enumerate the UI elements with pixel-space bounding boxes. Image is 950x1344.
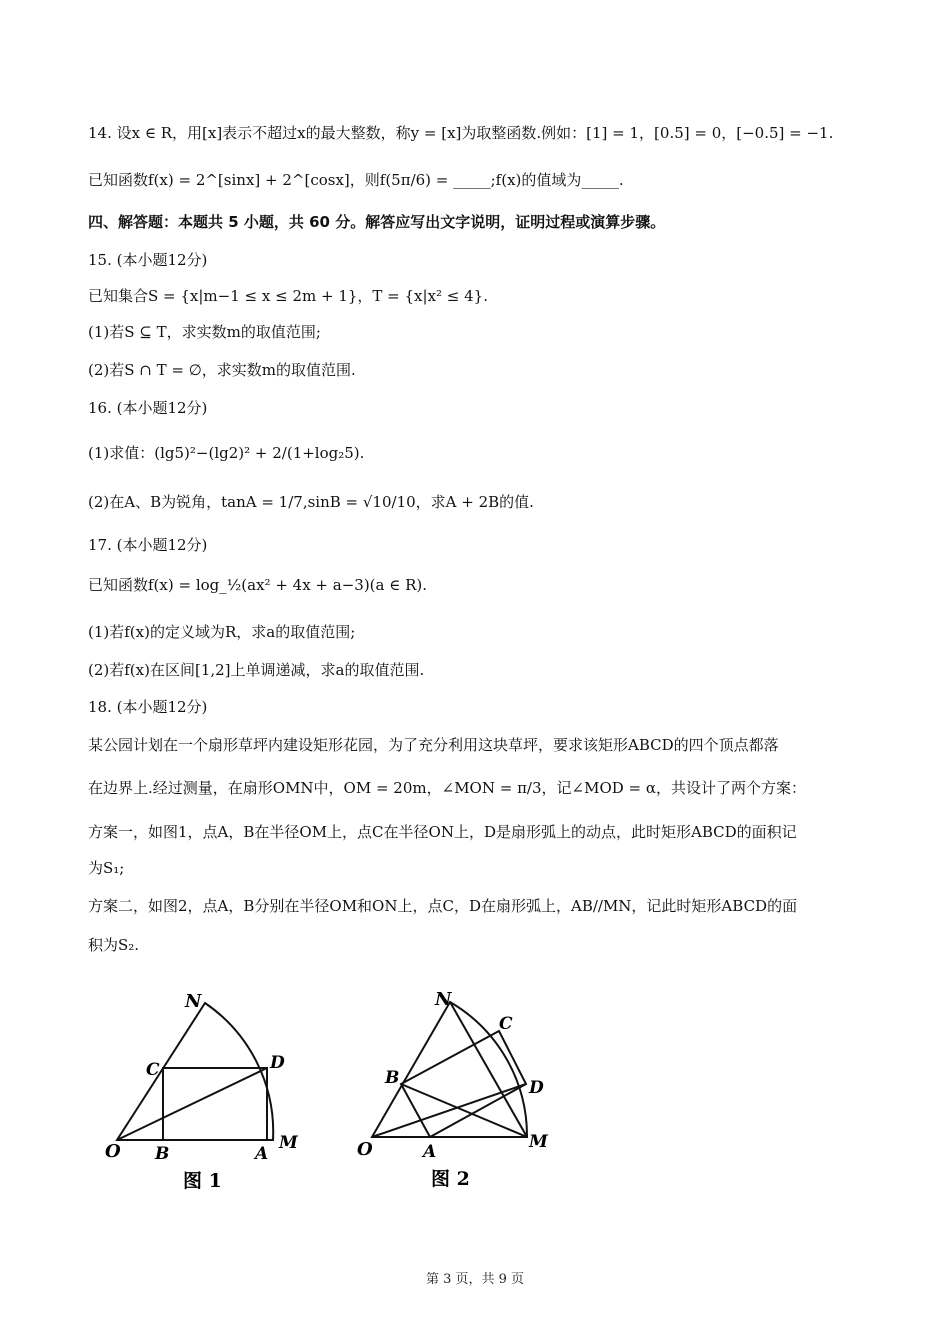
fig1-sector [117, 1003, 273, 1140]
q18-plan2-line2: 积为S₂. [88, 936, 140, 954]
q17-stem: 已知函数f(x) = log_½(ax² + 4x + a−3)(a ∈ R). [88, 576, 428, 594]
fig1-caption: 图 1 [183, 1170, 222, 1192]
q16-part1: (1)求值：(lg5)²−(lg2)² + 2/(1+log₂5). [88, 444, 365, 462]
geometry-figures [95, 985, 565, 1199]
fig1-label-o: O [105, 1141, 121, 1162]
q14-line2: 已知函数f(x) = 2^[sinx] + 2^[cosx]，则f(5π/6) = _____;f(x)的值域为_____. [88, 171, 624, 189]
q14-line1: 14. 设x ∈ R，用[x]表示不超过x的最大整数，称y = [x]为取整函数.例如：[1] = 1，[0.5] = 0，[−0.5] = −1. [88, 124, 834, 142]
q18-stem-line2: 在边界上.经过测量，在扇形OMN中，OM = 20m，∠MON = π/3，记∠MOD = α，共设计了两个方案： [88, 779, 807, 797]
q16-part2: (2)在A、B为锐角，tanA = 1/7,sinB = √10/10，求A + 2B的值. [88, 493, 534, 511]
fig2-segment-bm [401, 1084, 527, 1137]
q15-header: 15. (本小题12分) [88, 251, 208, 269]
figures-svg [95, 985, 565, 1195]
q18-plan2-line1: 方案二，如图2，点A，B分别在半径OM和ON上，点C，D在扇形弧上，AB//MN，记此时矩形ABCD的面 [88, 897, 798, 915]
q18-header: 18. (本小题12分) [88, 698, 208, 716]
fig2-segment-nm [450, 1002, 527, 1137]
fig2-label-m: M [529, 1132, 548, 1152]
q17-part2: (2)若f(x)在区间[1,2]上单调递减，求a的取值范围. [88, 661, 425, 679]
fig2-label-d: D [529, 1078, 544, 1098]
section-heading: 四、解答题：本题共 5 小题，共 60 分。解答应写出文字说明，证明过程或演算步骤。 [88, 213, 666, 231]
q15-stem: 已知集合S = {x|m−1 ≤ x ≤ 2m + 1}，T = {x|x² ≤ 4}. [88, 287, 488, 305]
fig1-rectangle [163, 1068, 267, 1140]
fig2-segment-od [372, 1084, 526, 1137]
fig1-label-n: N [185, 991, 202, 1012]
q18-plan1-line2: 为S₁; [88, 859, 125, 877]
fig2-label-b: B [385, 1068, 400, 1088]
q15-part2: (2)若S ∩ T = ∅，求实数m的取值范围. [88, 361, 356, 379]
fig2-label-n: N [435, 989, 452, 1010]
fig1-label-d: D [270, 1053, 285, 1073]
page-footer: 第 3 页，共 9 页 [425, 1272, 525, 1287]
q18-stem-line1: 某公园计划在一个扇形草坪内建设矩形花园，为了充分利用这块草坪，要求该矩形ABCD的四个顶点都落 [88, 736, 779, 754]
q17-part1: (1)若f(x)的定义域为R，求a的取值范围; [88, 623, 356, 641]
fig2-label-a: A [423, 1142, 437, 1162]
fig1-label-m: M [279, 1133, 298, 1153]
figure-1 [117, 1003, 273, 1140]
fig2-label-o: O [357, 1139, 373, 1160]
fig2-caption: 图 2 [431, 1168, 470, 1190]
q18-plan1-line1: 方案一，如图1，点A，B在半径OM上，点C在半径ON上，D是扇形弧上的动点，此时矩形ABCD的面积记 [88, 823, 797, 841]
fig2-label-c: C [499, 1014, 513, 1034]
q16-header: 16. (本小题12分) [88, 399, 208, 417]
fig1-label-b: B [155, 1144, 170, 1164]
fig1-label-c: C [146, 1060, 160, 1080]
q15-part1: (1)若S ⊆ T，求实数m的取值范围; [88, 323, 321, 341]
q17-header: 17. (本小题12分) [88, 536, 208, 554]
fig1-label-a: A [255, 1144, 269, 1164]
